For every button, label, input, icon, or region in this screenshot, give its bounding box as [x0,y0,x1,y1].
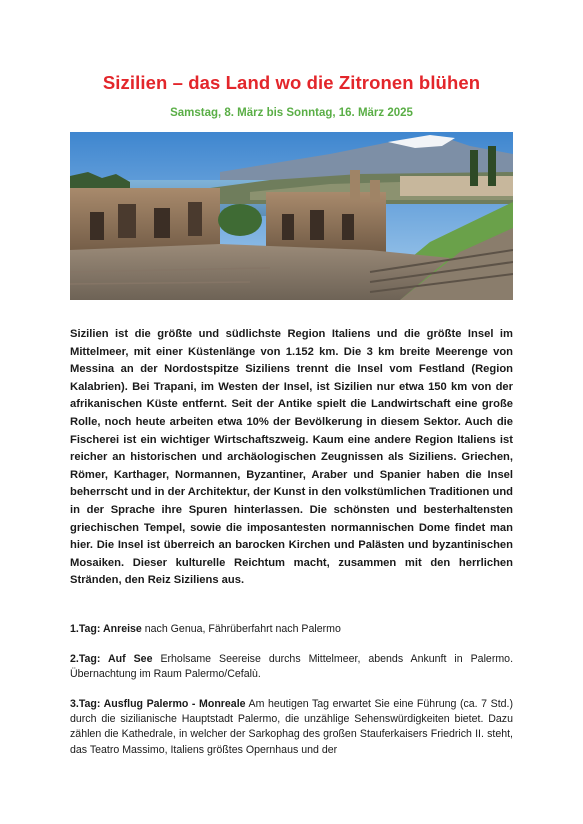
page-title: Sizilien – das Land wo die Zitronen blühen [102,72,481,93]
day-1-paragraph [70,622,513,637]
day-2-paragraph [70,652,513,682]
day-3-paragraph [70,697,513,758]
intro-paragraph: Sizilien ist die größte und südlichste Region Italiens und die größte Insel im Mittelmeer, mit einer Küstenlänge von 1.152 km. Die 3 km breite Meerenge von Messina an der Nordostspitze Siziliens trennt die Insel vom Festland (Region Kalabrien). Bei Trapani, im Westen der Insel, ist Sizilien nur etwa 150 km von der afrikanischen Küste entfernt. Seit der Antike spielt die Landwirtschaft eine große Rolle, noch heute arbeiten etwa 10% der Bevölkerung in diesem Sektor. Auch die Fischerei ist ein wichtiger Wirtschaftszweig. Kaum eine andere Region Italiens ist reicher an historischen und archäologischen Zeugnissen als Siziliens. Griechen, Römer, Karthager, Normannen, Byzantiner, Araber und Spanier haben die Insel beherrscht und in der Architektur, der Kunst in den volkstümlichen Traditionen und in der Sprache ihre Spuren hinterlassen. Die schönsten und besterhaltensten griechischen Tempel, sowie die imposantesten normannischen Dome findet man hier. Die Insel ist überreich an barocken Kirchen und Palästen und byzantinischen Mosaiken. Dieser kulturelle Reichtum macht, zusammen mit den herrlichen Stränden, den Reiz Siziliens aus. [70,328,513,587]
day-1-heading: 1.Tag: Anreise [70,623,142,635]
day-2-text: Erholsame Seereise durchs Mittelmeer, abends Ankunft in Palermo. Übernachtung im Raum Palermo/Cefalù. [70,653,514,681]
taormina-theatre-photo [70,132,513,300]
day-3-text: Am heutigen Tag erwartet Sie eine Führung (ca. 7 Std.) durch die sizilianische Hauptstadt Palermo, die unzählige Sehenswürdigkeiten bietet. Dazu zählen die Kathedrale, in welcher der Sarkophag des großen Stauferkaisers Friedrich II. steht, das Teatro Massimo, Italiens größtes Opernhaus und der [70,698,514,756]
day-1-text: nach Genua, Fährüberfahrt nach Palermo [141,623,341,635]
date-subtitle: Samstag, 8. März bis Sonntag, 16. März 2025 [170,107,413,119]
day-3-heading: 3.Tag: Ausflug Palermo - Monreale [70,698,246,710]
day-2-heading: 2.Tag: Auf See [70,653,153,665]
photo-illustration [70,132,513,300]
